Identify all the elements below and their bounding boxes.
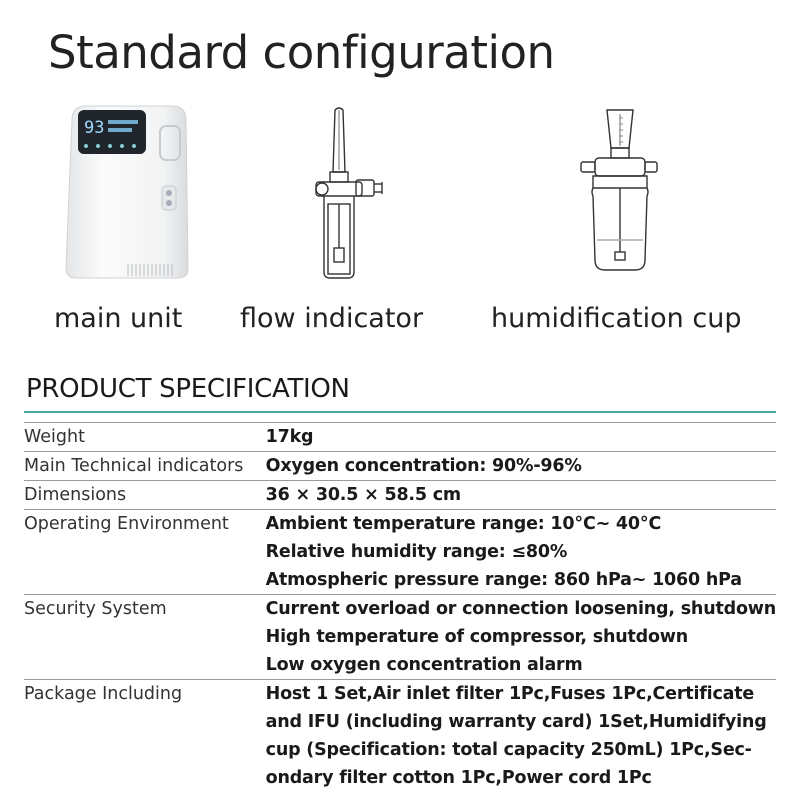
spec-value (266, 452, 776, 481)
spec-label: Security System (24, 595, 266, 680)
spec-divider (24, 411, 776, 413)
spec-label: Main Technical indicators (24, 452, 266, 481)
svg-text:93: 93 (84, 118, 105, 138)
spec-label: Operating Environment (24, 510, 266, 595)
spec-label: Dimensions (24, 481, 266, 510)
main-unit-product (62, 100, 192, 285)
spec-value-line: Ambient temperature range: 10°C~ 40°C (265, 514, 662, 534)
oxygen-concentrator-icon (62, 100, 192, 285)
spec-row (24, 595, 776, 680)
spec-row (24, 481, 776, 510)
spec-value (266, 595, 776, 680)
spec-row (24, 680, 776, 793)
humidifier-bottle-icon (575, 100, 665, 285)
humidification-cup-product (575, 100, 665, 285)
spec-value (266, 481, 776, 510)
page-title: Standard configuration (48, 26, 555, 79)
spec-value-line: 36 × 30.5 × 58.5 cm (265, 485, 461, 505)
spec-table (24, 422, 776, 792)
spec-value-line: Current overload or connection loosening, shutdown (265, 599, 776, 619)
humidification-cup-caption: humidification cup (491, 303, 742, 334)
flow-indicator-product (300, 100, 390, 285)
spec-heading: PRODUCT SPECIFICATION (26, 374, 350, 404)
spec-value-line: and IFU (including warranty card) 1Set,Humidifying (265, 712, 767, 732)
spec-row (24, 452, 776, 481)
flowmeter-icon (300, 100, 390, 285)
spec-row (24, 510, 776, 595)
spec-value-line: High temperature of compressor, shutdown (265, 627, 688, 647)
spec-value-line: ondary filter cotton 1Pc,Power cord 1Pc (265, 768, 652, 788)
spec-value (266, 423, 776, 452)
spec-value (266, 510, 776, 595)
spec-value-line: 17kg (265, 427, 314, 447)
spec-value-line: cup (Specification: total capacity 250mL) 1Pc,Sec- (265, 740, 752, 760)
spec-value-line: Atmospheric pressure range: 860 hPa~ 1060 hPa (265, 570, 742, 590)
flow-indicator-caption: flow indicator (240, 303, 424, 334)
spec-row (24, 423, 776, 452)
spec-label: Weight (24, 423, 266, 452)
spec-label: Package Including (24, 684, 183, 704)
spec-value-line: Low oxygen concentration alarm (265, 655, 583, 675)
spec-value-line: Host 1 Set,Air inlet filter 1Pc,Fuses 1Pc,Certificate (265, 684, 755, 704)
spec-value (266, 680, 776, 793)
main-unit-caption: main unit (54, 303, 183, 334)
spec-value-line: Relative humidity range: ≤80% (265, 542, 568, 562)
spec-value-line: Oxygen concentration: 90%-96% (265, 456, 582, 476)
